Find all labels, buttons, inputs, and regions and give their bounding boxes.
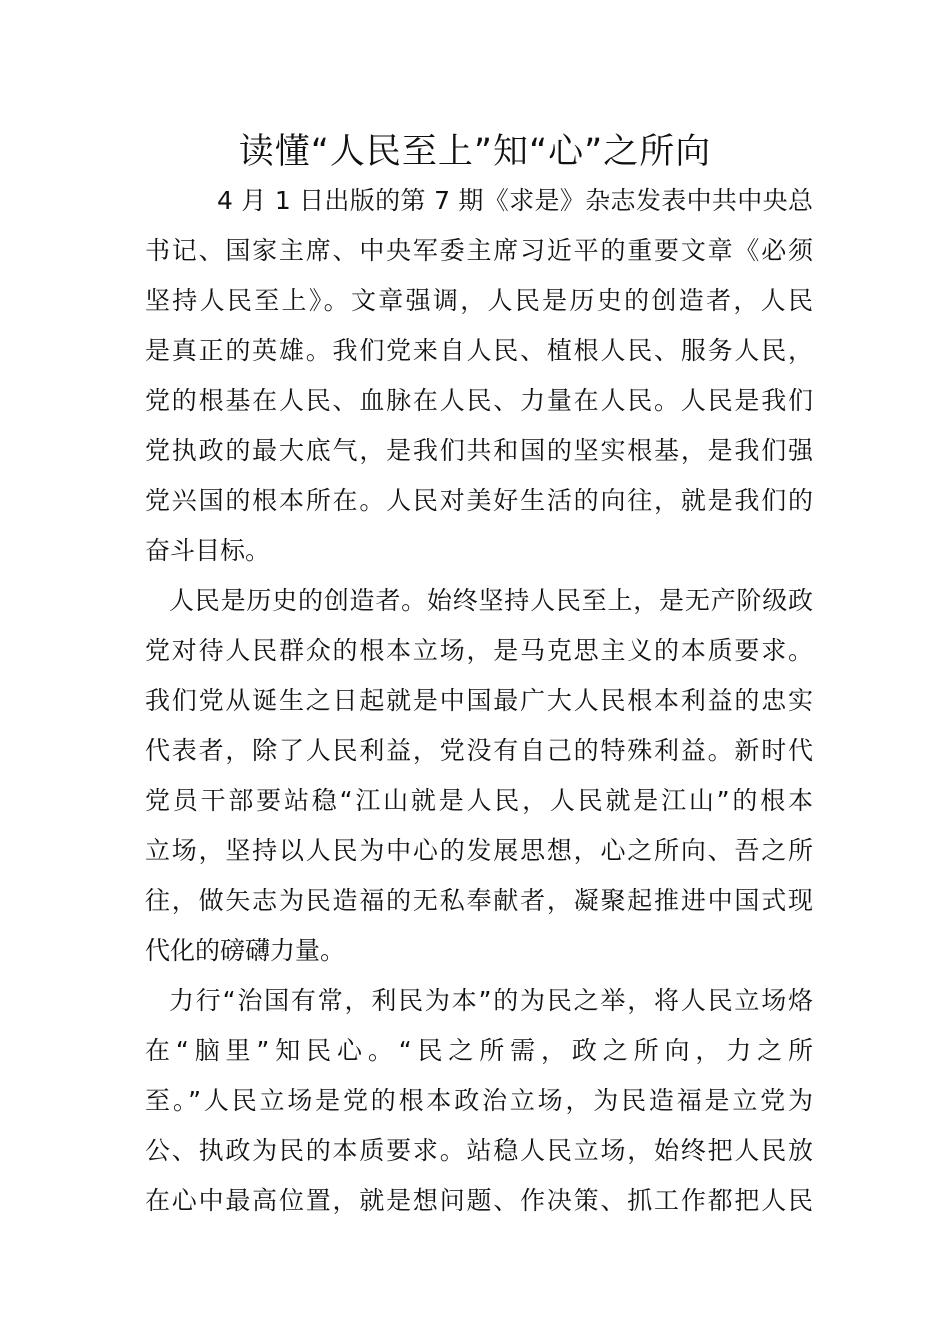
paragraph-3 [145, 976, 813, 1226]
paragraph-line: 往，做矢志为民造福的无私奉献者，凝聚起推进中国式现 [145, 886, 813, 915]
paragraph-line: 在“脑里”知民心。“民之所需，政之所向，力之所 [145, 1036, 813, 1065]
paragraph-line: 党兴国的根本所在。人民对美好生活的向往，就是我们的 [145, 486, 813, 515]
paragraph-line: 党员干部要站稳“江山就是人民，人民就是江山”的根本 [145, 786, 813, 815]
document-title: 读懂“人民至上”知“心”之所向 [238, 132, 712, 172]
paragraph-line: 坚持人民至上》。文章强调，人民是历史的创造者，人民 [145, 286, 813, 315]
paragraph-2 [145, 576, 813, 976]
paragraph-line: 代化的磅礴力量。 [145, 936, 346, 965]
paragraph-line: 人民是历史的创造者。始终坚持人民至上，是无产阶级政 [169, 586, 813, 615]
paragraph-line: 党对待人民群众的根本立场，是马克思主义的本质要求。 [145, 636, 813, 665]
paragraph-1 [145, 176, 813, 576]
paragraph-line: 立场，坚持以人民为中心的发展思想，心之所向、吾之所 [145, 836, 813, 865]
paragraph-line: 党执政的最大底气，是我们共和国的坚实根基，是我们强 [145, 436, 813, 465]
paragraph-line: 代表者，除了人民利益，党没有自己的特殊利益。新时代 [145, 736, 813, 765]
paragraph-line: 公、执政为民的本质要求。站稳人民立场，始终把人民放 [145, 1136, 813, 1165]
paragraph-line: 至。”人民立场是党的根本政治立场，为民造福是立党为 [145, 1086, 813, 1115]
paragraph-line: 我们党从诞生之日起就是中国最广大人民根本利益的忠实 [145, 686, 813, 715]
document-body [145, 176, 813, 1226]
paragraph-line: 在心中最高位置，就是想问题、作决策、抓工作都把人民 [145, 1186, 813, 1215]
paragraph-line: 奋斗目标。 [145, 536, 271, 565]
paragraph-line: 党的根基在人民、血脉在人民、力量在人民。人民是我们 [145, 386, 813, 415]
paragraph-line: 力行“治国有常，利民为本”的为民之举，将人民立场烙 [169, 986, 813, 1015]
paragraph-line: 是真正的英雄。我们党来自人民、植根人民、服务人民， [145, 336, 813, 365]
paragraph-line: 书记、国家主席、中央军委主席习近平的重要文章《必须 [145, 236, 813, 265]
paragraph-line: 4 月 1 日出版的第 7 期《求是》杂志发表中共中央总 [217, 186, 813, 215]
